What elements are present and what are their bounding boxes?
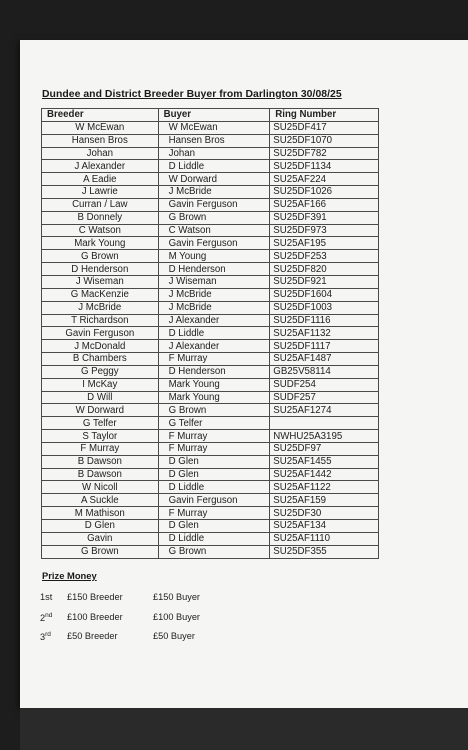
prize-buyer-amount: £50 Buyer xyxy=(153,631,195,641)
buyer-cell: J McBride xyxy=(158,186,270,199)
buyer-cell: Mark Young xyxy=(158,391,270,404)
table-row xyxy=(42,147,379,160)
ring-number-cell xyxy=(270,417,379,430)
table-body xyxy=(42,121,379,558)
breeder-cell: G Telfer xyxy=(42,417,159,430)
buyer-cell: J Alexander xyxy=(158,314,270,327)
ring-number-cell: SUDF254 xyxy=(270,378,379,391)
ring-number-cell: SU25DF417 xyxy=(270,121,379,134)
buyer-cell: J Alexander xyxy=(158,340,270,353)
table-row xyxy=(42,160,379,173)
breeder-cell: Gavin Ferguson xyxy=(42,327,159,340)
buyer-cell: Gavin Ferguson xyxy=(158,237,270,250)
ring-number-cell: SU25DF355 xyxy=(270,545,379,558)
table-row xyxy=(42,378,379,391)
buyer-cell: Mark Young xyxy=(158,378,270,391)
breeder-cell: S Taylor xyxy=(42,430,159,443)
ring-number-cell: SU25AF1122 xyxy=(270,481,379,494)
ring-number-cell: SU25DF973 xyxy=(270,224,379,237)
table-row xyxy=(42,314,379,327)
ring-number-cell: SU25AF1274 xyxy=(270,404,379,417)
buyer-cell: G Telfer xyxy=(158,417,270,430)
table-row xyxy=(42,494,379,507)
breeder-cell: B Dawson xyxy=(42,455,159,468)
ring-number-cell: SU25AF1132 xyxy=(270,327,379,340)
buyer-cell: G Brown xyxy=(158,404,270,417)
ring-number-cell: SU25DF391 xyxy=(270,211,379,224)
ring-number-cell: SU25AF1487 xyxy=(270,353,379,366)
breeder-cell: J McBride xyxy=(42,301,159,314)
buyer-cell: M Young xyxy=(158,250,270,263)
buyer-cell: D Liddle xyxy=(158,160,270,173)
table-row xyxy=(42,237,379,250)
buyer-cell: D Glen xyxy=(158,468,270,481)
breeder-cell: A Eadie xyxy=(42,173,159,186)
breeder-cell: G Brown xyxy=(42,250,159,263)
table-row xyxy=(42,327,379,340)
buyer-cell: F Murray xyxy=(158,430,270,443)
ring-number-cell: GB25V58114 xyxy=(270,365,379,378)
breeder-cell: J McDonald xyxy=(42,340,159,353)
table-row xyxy=(42,198,379,211)
ring-number-cell: SU25DF1070 xyxy=(270,134,379,147)
buyer-cell: Gavin Ferguson xyxy=(158,494,270,507)
document-title: Dundee and District Breeder Buyer from Darlington 30/08/25 xyxy=(42,89,342,100)
prize-place: 3rd xyxy=(40,631,51,643)
table-row xyxy=(42,365,379,378)
breeder-cell: W McEwan xyxy=(42,121,159,134)
buyer-cell: Johan xyxy=(158,147,270,160)
ring-number-cell: SU25DF1117 xyxy=(270,340,379,353)
table-row xyxy=(42,301,379,314)
breeder-cell: D Henderson xyxy=(42,263,159,276)
ring-number-cell: SU25AF224 xyxy=(270,173,379,186)
buyer-cell: J McBride xyxy=(158,288,270,301)
breeder-cell: B Chambers xyxy=(42,353,159,366)
prize-place: 2nd xyxy=(40,612,53,624)
buyer-cell: J Wiseman xyxy=(158,275,270,288)
ring-number-cell: SU25AF1110 xyxy=(270,532,379,545)
prize-buyer-amount: £150 Buyer xyxy=(153,592,200,602)
table-row xyxy=(42,455,379,468)
breeder-cell: B Dawson xyxy=(42,468,159,481)
table-row xyxy=(42,520,379,533)
header-ring-number: Ring Number xyxy=(270,109,379,122)
ring-number-cell: SU25AF166 xyxy=(270,198,379,211)
breeder-cell: G MacKenzie xyxy=(42,288,159,301)
table-row xyxy=(42,340,379,353)
buyer-cell: Hansen Bros xyxy=(158,134,270,147)
breeder-cell: D Will xyxy=(42,391,159,404)
ring-number-cell: SUDF257 xyxy=(270,391,379,404)
breeder-cell: F Murray xyxy=(42,442,159,455)
breeder-cell: A Suckle xyxy=(42,494,159,507)
breeder-cell: G Peggy xyxy=(42,365,159,378)
buyer-cell: G Brown xyxy=(158,211,270,224)
table-row xyxy=(42,532,379,545)
breeder-buyer-table xyxy=(41,108,379,559)
ring-number-cell: SU25DF97 xyxy=(270,442,379,455)
buyer-cell: J McBride xyxy=(158,301,270,314)
buyer-cell: D Liddle xyxy=(158,327,270,340)
ring-number-cell: SU25DF1134 xyxy=(270,160,379,173)
breeder-cell: J Lawrie xyxy=(42,186,159,199)
ring-number-cell: SU25DF820 xyxy=(270,263,379,276)
prize-buyer-amount: £100 Buyer xyxy=(153,612,200,622)
breeder-cell: G Brown xyxy=(42,545,159,558)
ring-number-cell: SU25DF253 xyxy=(270,250,379,263)
breeder-cell: J Alexander xyxy=(42,160,159,173)
table-row xyxy=(42,211,379,224)
table-row xyxy=(42,224,379,237)
ring-number-cell: SU25AF159 xyxy=(270,494,379,507)
table-row xyxy=(42,442,379,455)
table-row xyxy=(42,430,379,443)
table-row xyxy=(42,417,379,430)
ring-number-cell: SU25DF1003 xyxy=(270,301,379,314)
ring-number-cell: SU25DF921 xyxy=(270,275,379,288)
ring-number-cell: SU25DF1026 xyxy=(270,186,379,199)
ring-number-cell: SU25DF1604 xyxy=(270,288,379,301)
buyer-cell: C Watson xyxy=(158,224,270,237)
table-row xyxy=(42,288,379,301)
ring-number-cell: SU25AF1455 xyxy=(270,455,379,468)
table-row xyxy=(42,121,379,134)
breeder-cell: Gavin xyxy=(42,532,159,545)
breeder-cell: T Richardson xyxy=(42,314,159,327)
buyer-cell: W Dorward xyxy=(158,173,270,186)
breeder-cell: J Wiseman xyxy=(42,275,159,288)
background-surface xyxy=(20,708,468,750)
buyer-cell: D Liddle xyxy=(158,532,270,545)
table-row xyxy=(42,391,379,404)
breeder-cell: Mark Young xyxy=(42,237,159,250)
table-row xyxy=(42,468,379,481)
buyer-cell: D Glen xyxy=(158,455,270,468)
buyer-cell: D Henderson xyxy=(158,263,270,276)
buyer-cell: W McEwan xyxy=(158,121,270,134)
ring-number-cell: SU25AF195 xyxy=(270,237,379,250)
buyer-cell: Gavin Ferguson xyxy=(158,198,270,211)
table-header-row xyxy=(42,109,379,122)
buyer-cell: F Murray xyxy=(158,442,270,455)
table-row xyxy=(42,353,379,366)
ring-number-cell: NWHU25A3195 xyxy=(270,430,379,443)
header-buyer: Buyer xyxy=(158,109,270,122)
buyer-cell: D Henderson xyxy=(158,365,270,378)
buyer-cell: F Murray xyxy=(158,507,270,520)
buyer-cell: D Glen xyxy=(158,520,270,533)
breeder-cell: C Watson xyxy=(42,224,159,237)
header-breeder: Breeder xyxy=(42,109,159,122)
table-row xyxy=(42,404,379,417)
breeder-cell: B Donnely xyxy=(42,211,159,224)
buyer-cell: G Brown xyxy=(158,545,270,558)
breeder-cell: Johan xyxy=(42,147,159,160)
ring-number-cell: SU25AF134 xyxy=(270,520,379,533)
breeder-cell: W Dorward xyxy=(42,404,159,417)
prize-money-heading: Prize Money xyxy=(42,570,97,581)
breeder-cell: M Mathison xyxy=(42,507,159,520)
prize-breeder-amount: £100 Breeder xyxy=(67,612,123,622)
table-row xyxy=(42,275,379,288)
breeder-cell: Curran / Law xyxy=(42,198,159,211)
prize-breeder-amount: £50 Breeder xyxy=(67,631,118,641)
ring-number-cell: SU25AF1442 xyxy=(270,468,379,481)
table-row xyxy=(42,250,379,263)
table-row xyxy=(42,134,379,147)
table-row xyxy=(42,507,379,520)
breeder-cell: D Glen xyxy=(42,520,159,533)
table-row xyxy=(42,186,379,199)
prize-breeder-amount: £150 Breeder xyxy=(67,592,123,602)
table-row xyxy=(42,545,379,558)
table-row xyxy=(42,481,379,494)
ring-number-cell: SU25DF782 xyxy=(270,147,379,160)
prize-place: 1st xyxy=(40,592,53,602)
buyer-cell: F Murray xyxy=(158,353,270,366)
ring-number-cell: SU25DF1116 xyxy=(270,314,379,327)
table-row xyxy=(42,263,379,276)
ring-number-cell: SU25DF30 xyxy=(270,507,379,520)
table-row xyxy=(42,173,379,186)
breeder-cell: Hansen Bros xyxy=(42,134,159,147)
breeder-cell: I McKay xyxy=(42,378,159,391)
breeder-cell: W Nicoll xyxy=(42,481,159,494)
buyer-cell: D Liddle xyxy=(158,481,270,494)
